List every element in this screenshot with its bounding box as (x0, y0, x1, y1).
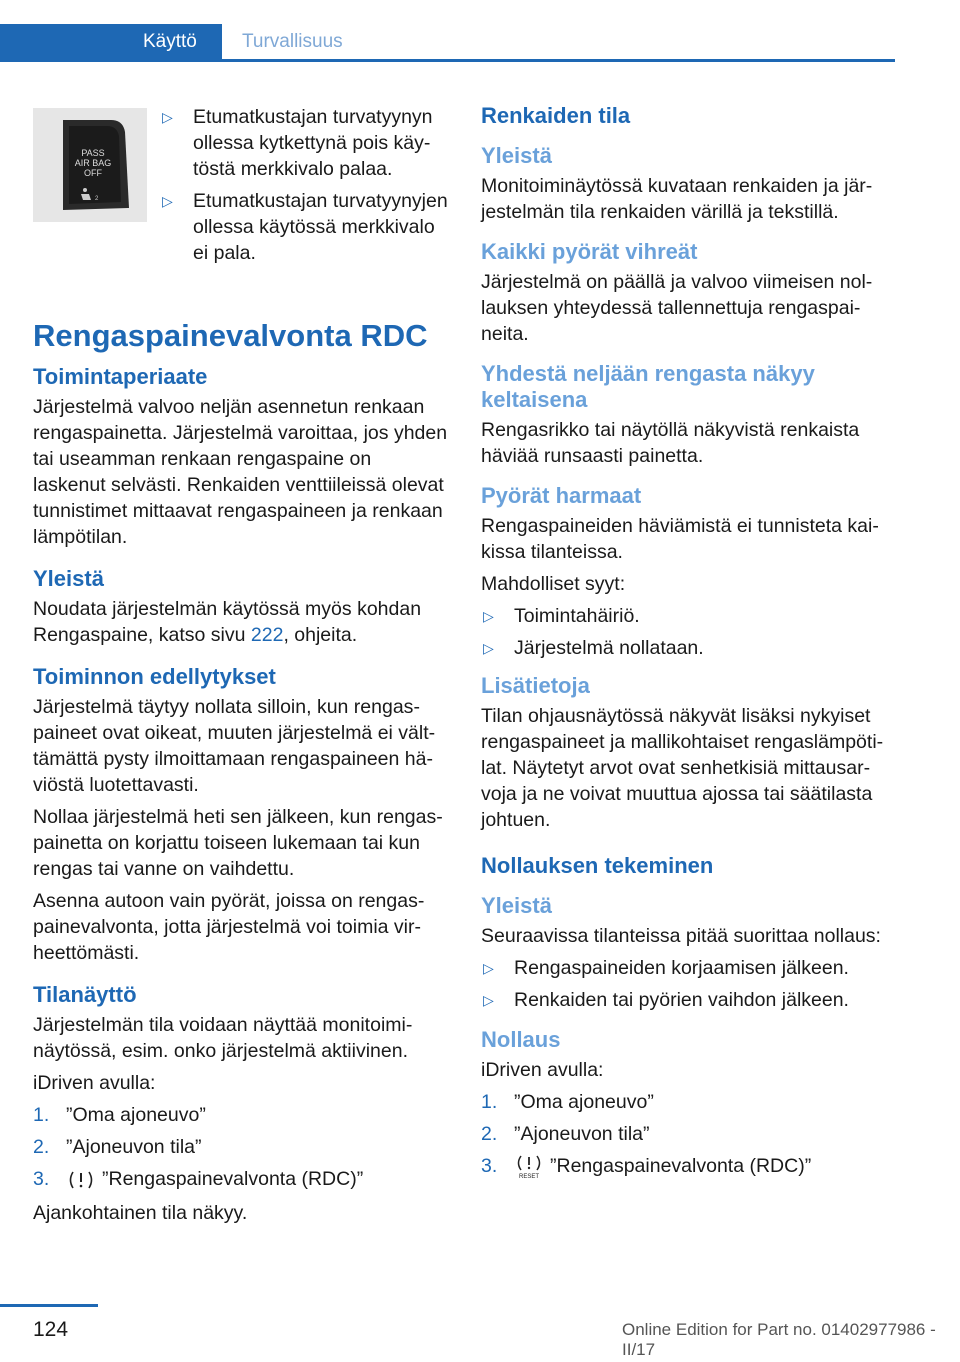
heading-tire-status: Renkaiden tila (481, 103, 631, 128)
list-item: ▷ Järjestelmä nollataan. (483, 637, 704, 659)
page-number: 124 (33, 1318, 69, 1341)
reset-general-text: Seuraavissa tilanteissa pitää suorittaa nollaus: (481, 925, 881, 947)
principle-text: Järjestelmä valvoo neljän asennetun renkaan rengaspainetta. Järjestelmä varoittaa, jos yhden tai useamman renkaan rengaspaine on laskenut selvästi. Renkaiden venttiileissä olevat tunnistimet mittaavat rengaspaineen ja renkaan lämpötilan. (33, 396, 448, 548)
heading-status: Tilanäyttö (33, 982, 137, 1007)
tire-reset-icon (514, 1154, 544, 1180)
heading-gray: Pyörät harmaat (481, 483, 642, 508)
airbag-label-3: OFF (84, 168, 102, 178)
list-item: 2. ”Ajoneuvon tila” (481, 1123, 650, 1145)
page-header (0, 0, 960, 62)
header-rule (222, 59, 895, 62)
green-text: Järjestelmä on päällä ja valvoo viimeisen nollauksen yhteydessä tallennettuja rengaspaineita. (481, 271, 873, 345)
requirements-p2: Nollaa järjestelmä heti sen jälkeen, kun rengaspainetta on korjattu toiseen lukemaan tai kun rengas tai vanne on vaihdettu. (33, 806, 443, 880)
triangle-bullet-icon: ▷ (162, 193, 173, 209)
list-item: 1. ”Oma ajoneuvo” (33, 1104, 206, 1126)
heading-principle: Toimintaperiaate (33, 364, 208, 389)
info-text: Tilan ohjausnäytössä näkyvät lisäksi nykyiset rengaspaineet ja mallikohtaiset rengaslämpötilat. Näytetyt arvot ovat senhetkisiä mittausarvoja ja ne voivat muuttua ajossa tai säätilasta johtuen. (481, 705, 884, 831)
heading-green: Kaikki pyörät vihreät (481, 239, 698, 264)
causes-label: Mahdolliset syyt: (481, 573, 626, 595)
list-item: ▷ Renkaiden tai pyörien vaihdon jälkeen. (483, 989, 849, 1011)
list-item: 1. ”Oma ajoneuvo” (481, 1091, 654, 1113)
triangle-bullet-icon: ▷ (483, 640, 494, 656)
svg-text:2: 2 (95, 196, 99, 202)
heading-yellow: Yhdestä neljään rengasta näkyy keltaisena (481, 361, 815, 412)
gray-text: Rengaspaineiden häviämistä ei tunnisteta kaikissa tilanteissa. (481, 515, 879, 563)
triangle-bullet-icon: ▷ (483, 608, 494, 624)
general-text: Noudata järjestelmän käytössä myös kohdan Rengaspaine, katso sivu 222, ohjeita. (33, 598, 422, 646)
edition-note: Online Edition for Part no. 01402977986 - II/17 (622, 1320, 936, 1359)
airbag-label-2: AIR BAG (74, 158, 112, 168)
triangle-bullet-icon: ▷ (483, 992, 494, 1008)
header-chapter: Käyttö (143, 31, 197, 52)
airbag-indicator-image (33, 108, 147, 222)
list-item: 2. ”Ajoneuvon tila” (33, 1136, 202, 1158)
triangle-bullet-icon: ▷ (162, 109, 173, 125)
list-item: ▷ Toimintahäiriö. (483, 605, 640, 627)
list-item: 3. RESET ”Rengaspainevalvonta (RDC)” (481, 1155, 812, 1180)
status-p2: iDriven avulla: (33, 1072, 156, 1094)
heading-nollaus: Nollaus (481, 1027, 561, 1052)
left-column (33, 318, 448, 1232)
status-p3: Ajankohtainen tila näkyy. (33, 1202, 248, 1224)
header-section: Turvallisuus (242, 31, 343, 52)
yellow-text: Rengasrikko tai näytöllä näkyvistä renkaista häviää runsaasti painetta. (481, 419, 860, 467)
section-title: Rengaspainevalvonta RDC (33, 318, 428, 353)
status-p1: Järjestelmän tila voidaan näyttää monitoiminäytössä, esim. onko järjestelmä aktiivinen. (33, 1014, 413, 1062)
heading-general-right: Yleistä (481, 143, 552, 168)
list-item: ▷ Etumatkustajan turvatyynyjen ollessa käytössä merkkivalo ei pala. (162, 190, 448, 264)
nollaus-text: iDriven avulla: (481, 1059, 604, 1081)
list-item: ▷ Etumatkustajan turvatyynyn ollessa kytkettynä pois käytöstä merkkivalo palaa. (162, 106, 433, 180)
general-right-text: Monitoiminäytössä kuvataan renkaiden ja järjestelmän tila renkaiden värillä ja tekstillä. (481, 175, 873, 223)
heading-general: Yleistä (33, 566, 104, 591)
heading-info: Lisätietoja (481, 673, 590, 698)
airbag-label-1: PASS (81, 148, 105, 158)
requirements-p3: Asenna autoon vain pyörät, joissa on rengaspainevalvonta, jotta järjestelmä voi toimia virheettömästi. (33, 890, 425, 964)
footer-rule (0, 1304, 98, 1307)
tire-warning-icon (66, 1169, 96, 1191)
heading-reset-general: Yleistä (481, 893, 552, 918)
triangle-bullet-icon: ▷ (483, 960, 494, 976)
heading-reset: Nollauksen tekeminen (481, 853, 714, 878)
svg-text:RESET: RESET (518, 1173, 540, 1180)
right-column (481, 103, 896, 1188)
page-link[interactable]: 222 (250, 624, 284, 646)
airbag-bullets (160, 104, 450, 274)
heading-requirements: Toiminnon edellytykset (33, 664, 276, 689)
list-item: 3. ”Rengaspainevalvonta (RDC)” (33, 1168, 364, 1190)
requirements-p1: Järjestelmä täytyy nollata silloin, kun rengaspaineet ovat oikeat, muuten järjestelmä ei välttämättä pysty ilmoittamaan rengaspaineen häviöstä luotettavasti. (33, 696, 436, 796)
list-item: ▷ Rengaspaineiden korjaamisen jälkeen. (483, 957, 849, 979)
